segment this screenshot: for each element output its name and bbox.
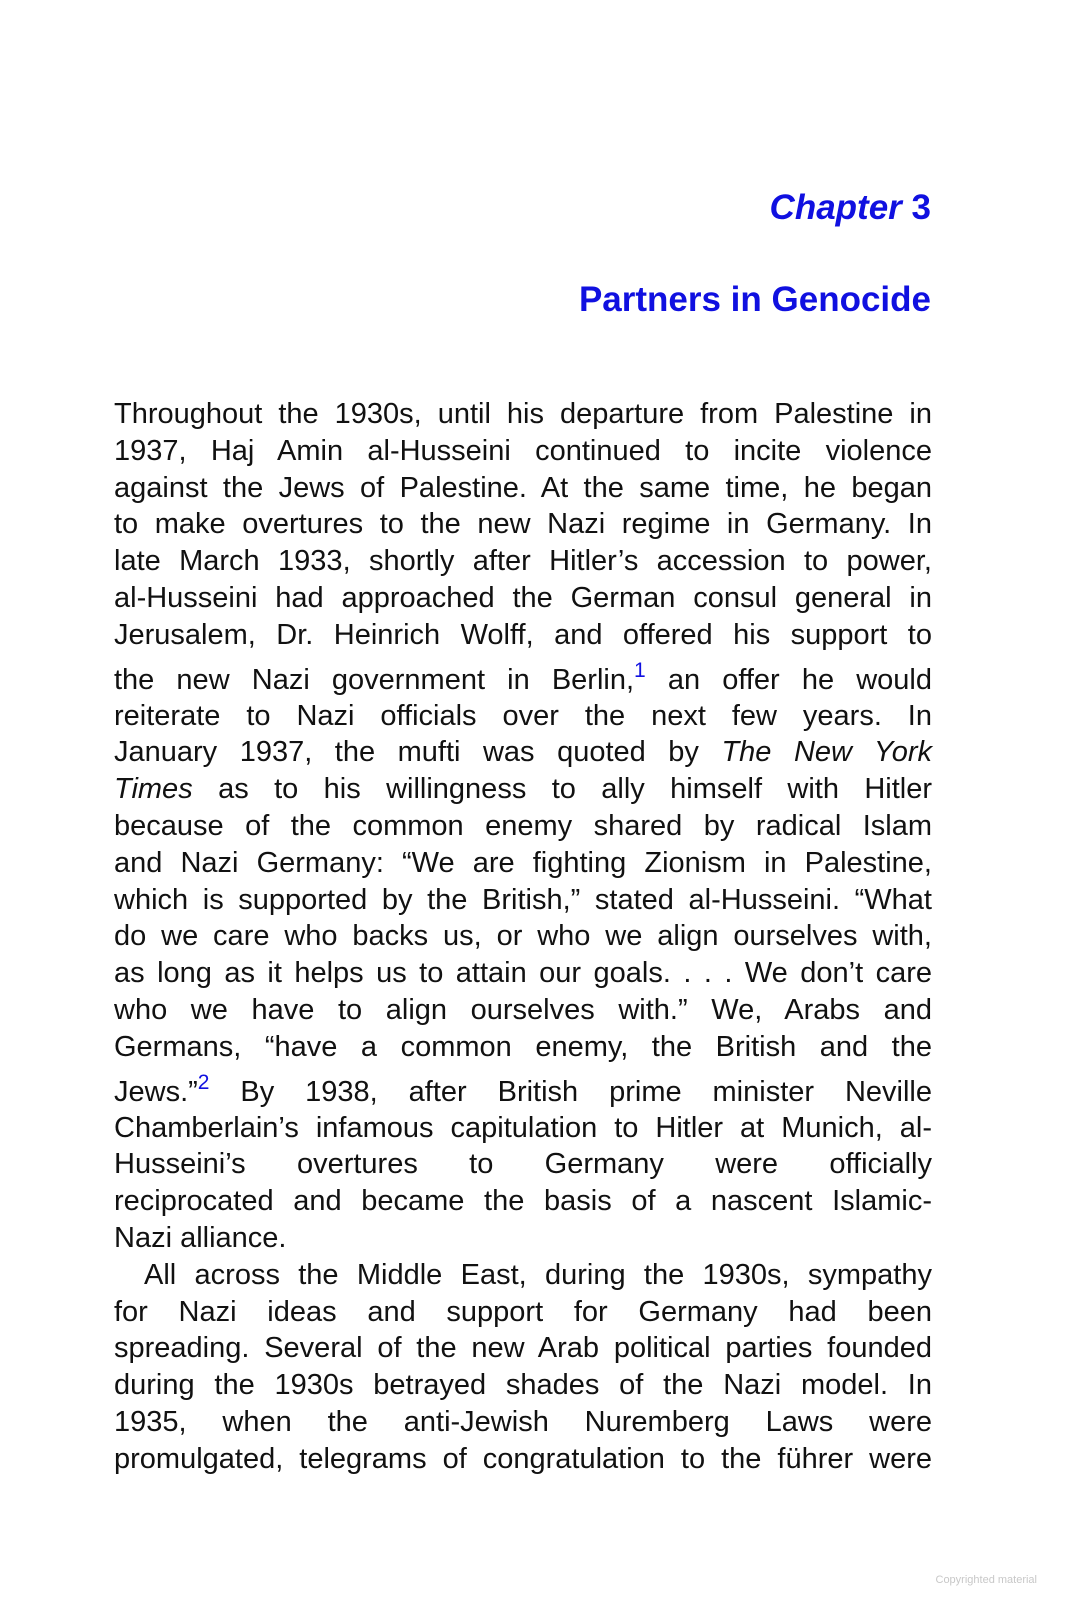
- text-line: reciprocated and became the basis of a nascent Islamic-: [114, 1185, 932, 1218]
- body-text: [114, 396, 932, 1478]
- text-segment: as to his willingness to ally himself with Hitler: [192, 773, 932, 806]
- text-line: 1937, Haj Amin al-Husseini continued to incite violence: [114, 434, 932, 467]
- text-line: Chamberlain’s infamous capitulation to Hitler at Munich, al-: [114, 1111, 932, 1144]
- text-line: because of the common enemy shared by radical Islam: [114, 809, 932, 842]
- chapter-label: [770, 188, 931, 228]
- text-line: for Nazi ideas and support for Germany had been: [114, 1295, 932, 1328]
- text-line: do we care who backs us, or who we align ourselves with,: [114, 920, 932, 953]
- text-line: [114, 654, 932, 698]
- text-line: All across the Middle East, during the 1930s, sympathy: [144, 1258, 932, 1291]
- text-segment: January 1937, the mufti was quoted by: [114, 736, 722, 769]
- copyright-watermark: Copyrighted material: [935, 1574, 1037, 1586]
- text-line: and Nazi Germany: “We are fighting Zionism in Palestine,: [114, 846, 932, 879]
- text-segment: an offer he would: [645, 663, 932, 696]
- text-line: al-Husseini had approached the German consul general in: [114, 581, 932, 614]
- text-line: Throughout the 1930s, until his departure from Palestine in: [114, 398, 932, 430]
- chapter-title: Partners in Genocide: [578, 280, 931, 319]
- footnote-ref-1[interactable]: 1: [634, 658, 646, 682]
- text-line: during the 1930s betrayed shades of the Nazi model. In: [114, 1369, 932, 1402]
- text-line: Nazi alliance.: [114, 1221, 287, 1254]
- text-line: promulgated, telegrams of congratulation to the führer were: [114, 1442, 932, 1475]
- text-line: [114, 771, 932, 808]
- text-line: Jerusalem, Dr. Heinrich Wolff, and offered his support to: [114, 618, 932, 651]
- text-line: [114, 1066, 932, 1110]
- text-line: spreading. Several of the new Arab political parties founded: [114, 1332, 932, 1365]
- text-line: late March 1933, shortly after Hitler’s accession to power,: [114, 545, 932, 578]
- text-line: as long as it helps us to attain our goals. . . . We don’t care: [114, 957, 932, 990]
- text-segment: the new Nazi government in Berlin,: [114, 663, 635, 696]
- chapter-number: 3: [911, 188, 931, 227]
- text-line: to make overtures to the new Nazi regime in Germany. In: [114, 508, 932, 541]
- footnote-ref-2[interactable]: 2: [197, 1070, 210, 1094]
- text-segment: By 1938, after British prime minister Neville: [209, 1075, 932, 1108]
- chapter-word: Chapter: [769, 188, 902, 227]
- text-line: [114, 734, 932, 771]
- text-line: reiterate to Nazi officials over the next few years. In: [114, 699, 932, 732]
- text-segment: Jews.”: [114, 1075, 198, 1108]
- text-line: 1935, when the anti-Jewish Nuremberg Laws were: [114, 1405, 932, 1438]
- italic-title: The New York: [721, 736, 933, 769]
- text-line: which is supported by the British,” stated al-Husseini. “What: [114, 883, 932, 916]
- text-line: against the Jews of Palestine. At the same time, he began: [114, 471, 932, 504]
- text-line: Germans, “have a common enemy, the British and the: [114, 1030, 932, 1063]
- text-line: Husseini’s overtures to Germany were officially: [114, 1148, 932, 1181]
- text-line: who we have to align ourselves with.” We, Arabs and: [114, 993, 932, 1026]
- italic-title: Times: [114, 773, 193, 806]
